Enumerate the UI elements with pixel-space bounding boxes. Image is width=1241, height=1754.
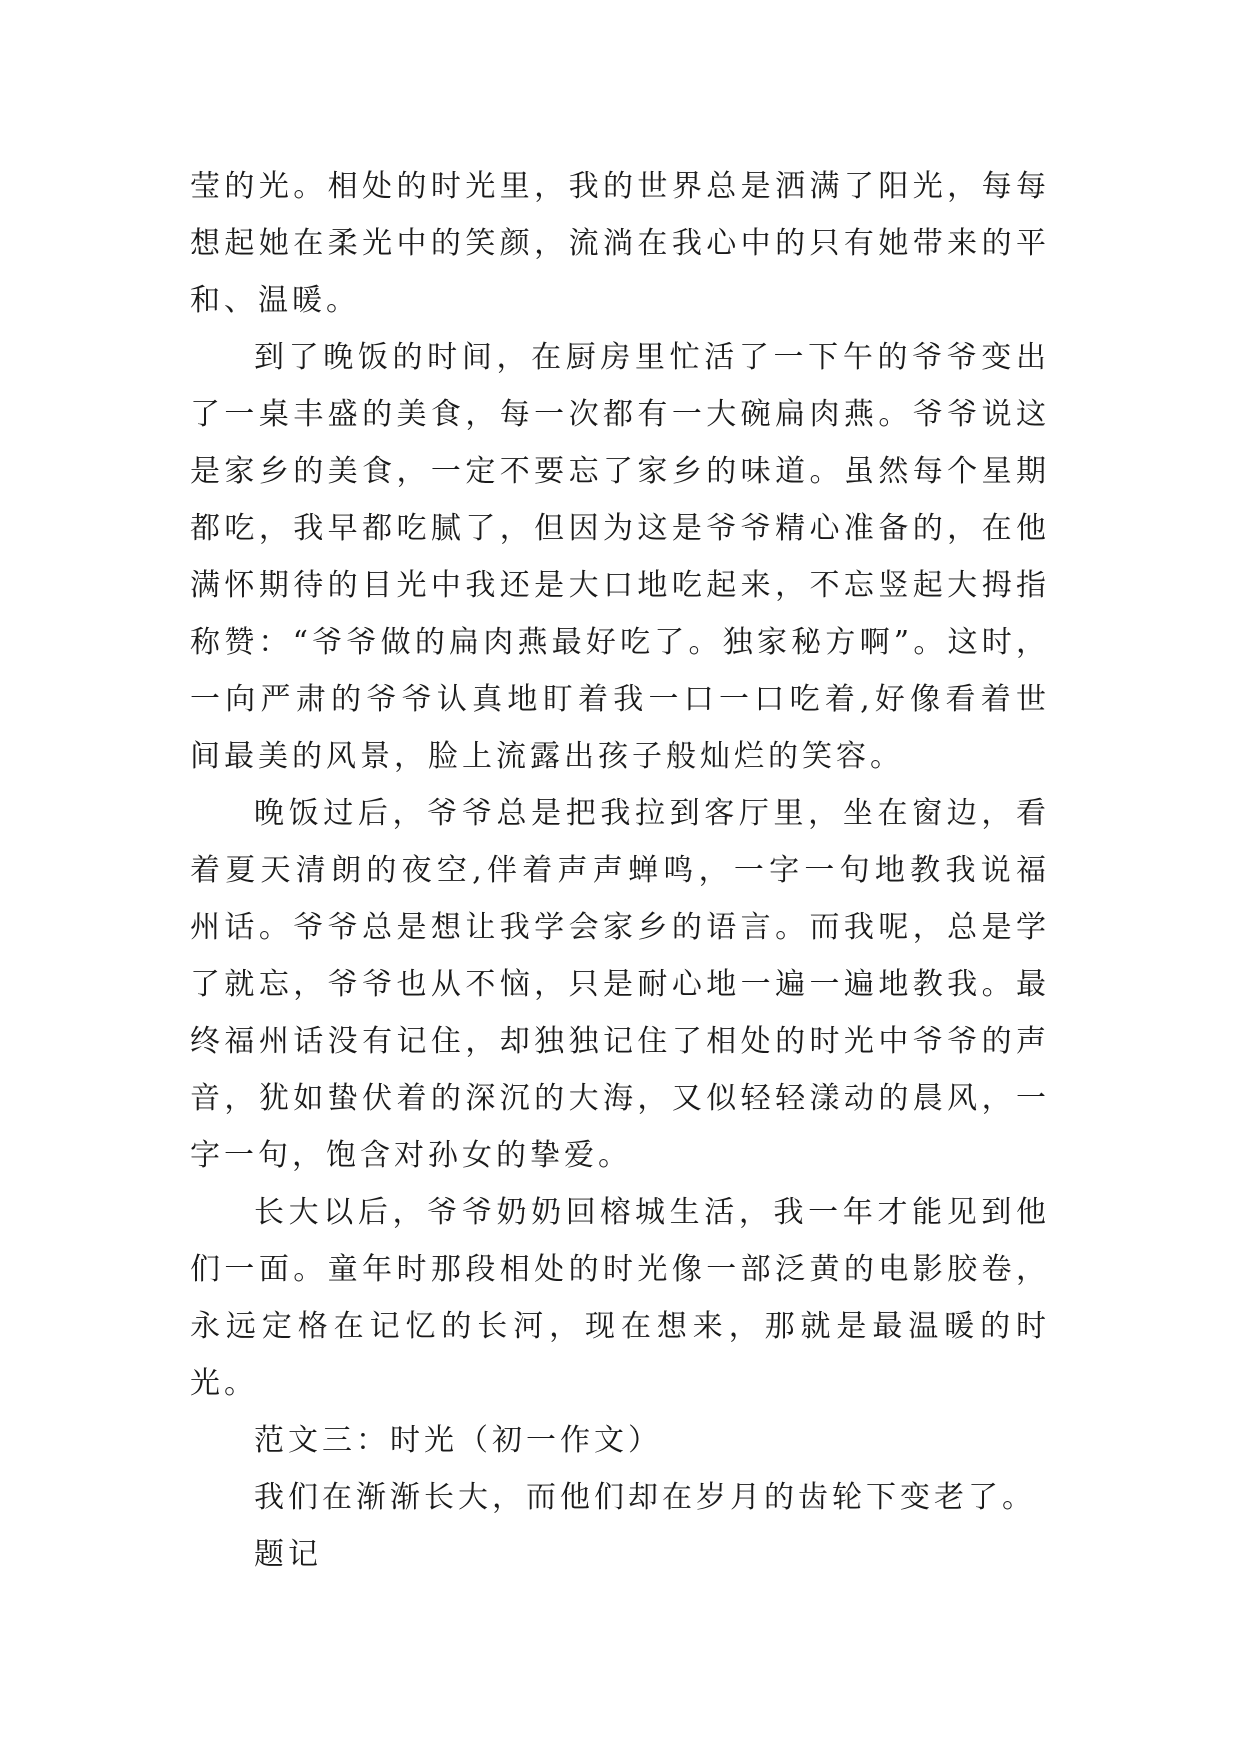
essay-title: 范文三：时光（初一作文）	[254, 1423, 662, 1458]
paragraph-3: 晚饭过后，爷爷总是把我拉到客厅里，坐在窗边，看着夏天清朗的夜空,伴着声声蝉鸣，一字一句地教我说福州话。爷爷总是想让我学会家乡的语言。而我呢，总是学了就忘，爷爷也从不恼，只是耐心地一遍一遍地教我。最终福州话没有记住，却独独记住了相处的时光中爷爷的声音，犹如蛰伏着的深沉的大海，又似轻轻漾动的晨风，一字一句，饱含对孙女的挚爱。	[190, 796, 1050, 1173]
epigraph: 我们在渐渐长大，而他们却在岁月的齿轮下变老了。	[254, 1480, 1036, 1515]
paragraph-4: 长大以后，爷爷奶奶回榕城生活，我一年才能见到他们一面。童年时那段相处的时光像一部泛黄的电影胶卷，永远定格在记忆的长河，现在想来，那就是最温暖的时光。	[190, 1195, 1050, 1401]
paragraph-1: 莹的光。相处的时光里，我的世界总是洒满了阳光，每每想起她在柔光中的笑颜，流淌在我心中的只有她带来的平和、温暖。	[190, 169, 1050, 318]
epigraph-source: 题记	[254, 1537, 322, 1572]
paragraph-2: 到了晚饭的时间，在厨房里忙活了一下午的爷爷变出了一桌丰盛的美食，每一次都有一大碗扁肉燕。爷爷说这是家乡的美食，一定不要忘了家乡的味道。虽然每个星期都吃，我早都吃腻了，但因为这是爷爷精心准备的，在他满怀期待的目光中我还是大口地吃起来，不忘竖起大拇指称赞：“爷爷做的扁肉燕最好吃了。独家秘方啊”。这时，一向严肃的爷爷认真地盯着我一口一口吃着,好像看着世间最美的风景，脸上流露出孩子般灿烂的笑容。	[190, 340, 1050, 774]
document-body	[190, 158, 1050, 1583]
